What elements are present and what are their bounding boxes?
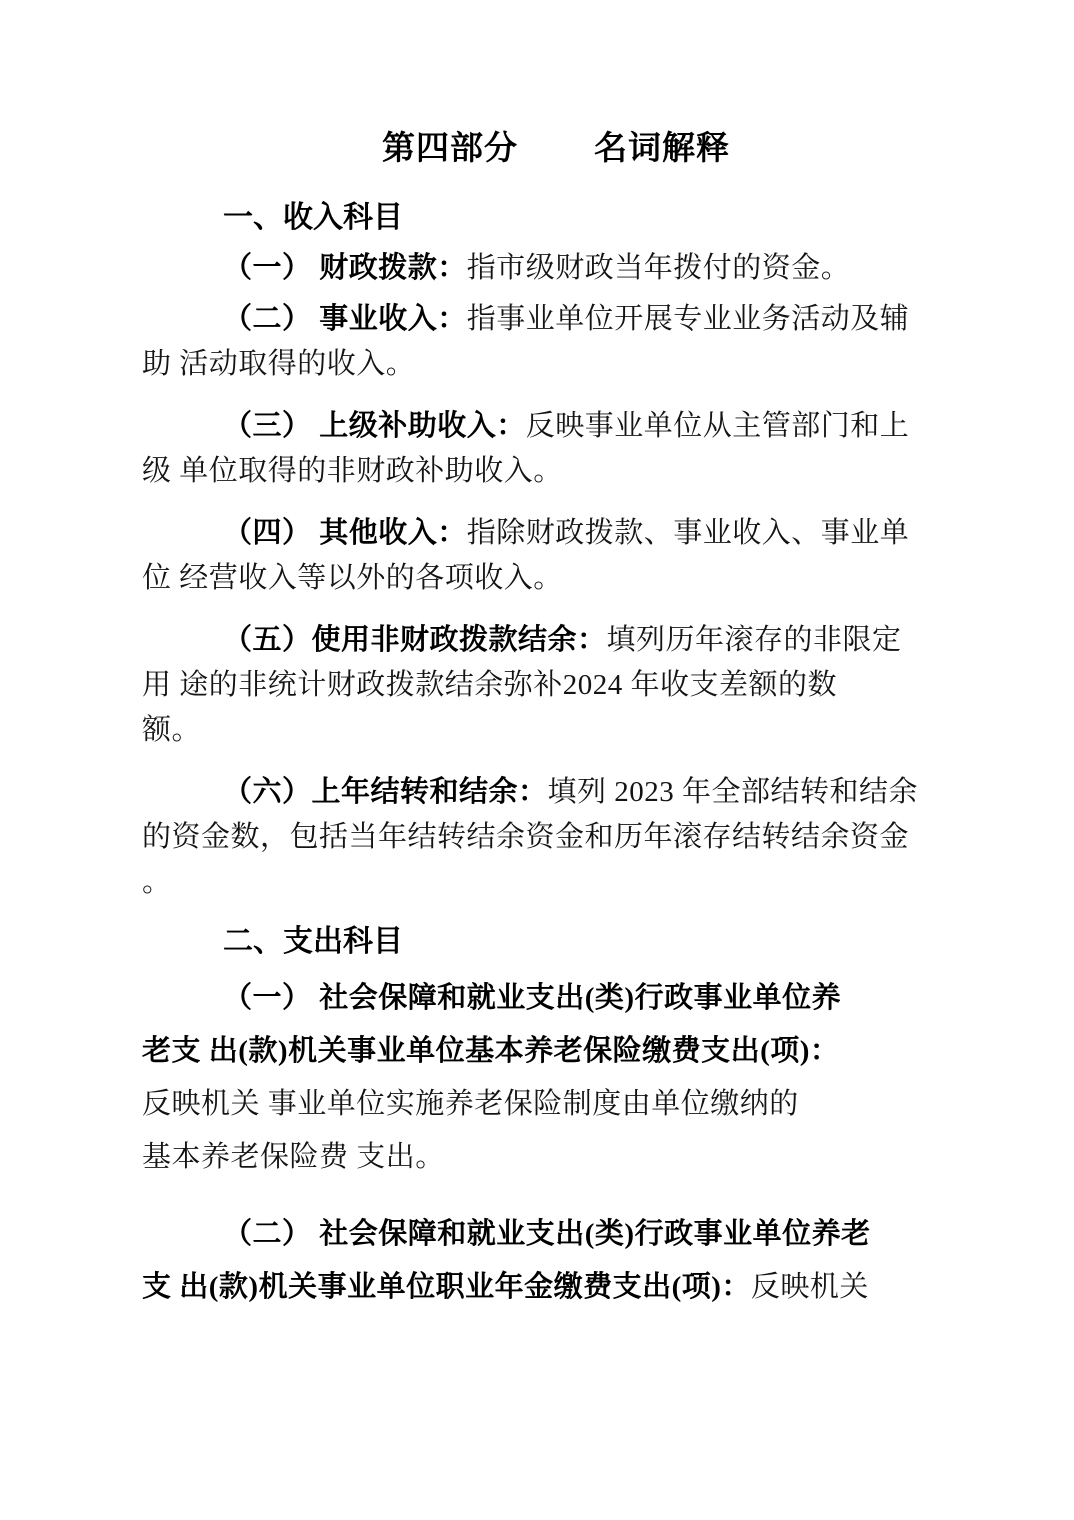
term-text: （五）使用非财政拨款结余： [223, 624, 607, 656]
term-text: （六）上年结转和结余： [223, 776, 548, 808]
section-heading: 二、支出科目 [223, 925, 403, 958]
definition-text: 指市级财政当年拨付的资金。 [466, 252, 851, 284]
text-line [142, 708, 936, 753]
text-line [142, 246, 936, 291]
text-line [142, 770, 936, 815]
text-line [142, 815, 936, 860]
term-text: 支 出(款)机关事业单位职业年金缴费支出(项)： [142, 1271, 751, 1303]
page-title-part: 第四部分 [382, 129, 518, 166]
paragraph [142, 404, 936, 494]
text-line [142, 1261, 936, 1314]
text-line [142, 663, 936, 708]
paragraph [142, 770, 936, 905]
definition-text: 用 途的非统计财政拨款结余弥补2024 年收支差额的数 [142, 669, 838, 701]
document-body [142, 198, 936, 1314]
text-line [142, 1078, 936, 1131]
text-line [142, 618, 936, 663]
term-text: （四） 其他收入： [223, 517, 467, 549]
definition-text: 位 经营收入等以外的各项收入。 [142, 562, 563, 594]
term-text: （一） 财政拨款： [223, 252, 467, 284]
paragraph [142, 972, 936, 1184]
term-text: （三） 上级补助收入： [223, 410, 526, 442]
section-heading: 一、收入科目 [223, 201, 403, 234]
definition-text: 助 活动取得的收入。 [142, 348, 416, 380]
definition-text: 基本养老保险费 支出。 [142, 1141, 445, 1173]
definition-text: 。 [142, 866, 172, 898]
paragraph [142, 511, 936, 601]
text-line [142, 556, 936, 601]
text-line [142, 297, 936, 342]
term-text: （二） 事业收入： [223, 303, 467, 335]
section-paragraphs [142, 972, 936, 1314]
page-title-name: 名词解释 [594, 129, 730, 166]
section [142, 922, 936, 1314]
definition-text: 反映机关 [750, 1271, 869, 1303]
term-text: （一） 社会保障和就业支出(类)行政事业单位养 [223, 982, 842, 1014]
term-text: （二） 社会保障和就业支出(类)行政事业单位养老 [223, 1218, 871, 1250]
definition-text: 级 单位取得的非财政补助收入。 [142, 455, 563, 487]
text-line [142, 972, 936, 1025]
text-line [142, 1208, 936, 1261]
definition-text: 额。 [142, 714, 202, 746]
text-line [142, 860, 936, 905]
section-paragraphs [142, 246, 936, 905]
definition-text: 指除财政拨款、事业收入、事业单 [466, 517, 910, 549]
definition-text: 反映事业单位从主管部门和上 [525, 410, 910, 442]
text-line [142, 404, 936, 449]
text-line [142, 449, 936, 494]
definition-text: 的资金数，包括当年结转结余资金和历年滚存结转结余资金 [142, 821, 910, 853]
paragraph [142, 618, 936, 753]
text-line [142, 1025, 936, 1078]
section [142, 198, 936, 905]
term-text: 老支 出(款)机关事业单位基本养老保险缴费支出(项)： [142, 1035, 840, 1067]
text-line [142, 342, 936, 387]
definition-text: 填列历年滚存的非限定 [606, 624, 902, 656]
paragraph [142, 246, 936, 291]
text-line [142, 1131, 936, 1184]
definition-text: 填列 2023 年全部结转和结余 [547, 776, 919, 808]
paragraph [142, 297, 936, 387]
page-title [176, 127, 936, 169]
text-line [142, 511, 936, 556]
paragraph [142, 1208, 936, 1314]
definition-text: 反映机关 事业单位实施养老保险制度由单位缴纳的 [142, 1088, 799, 1120]
definition-text: 指事业单位开展专业业务活动及辅 [466, 303, 910, 335]
